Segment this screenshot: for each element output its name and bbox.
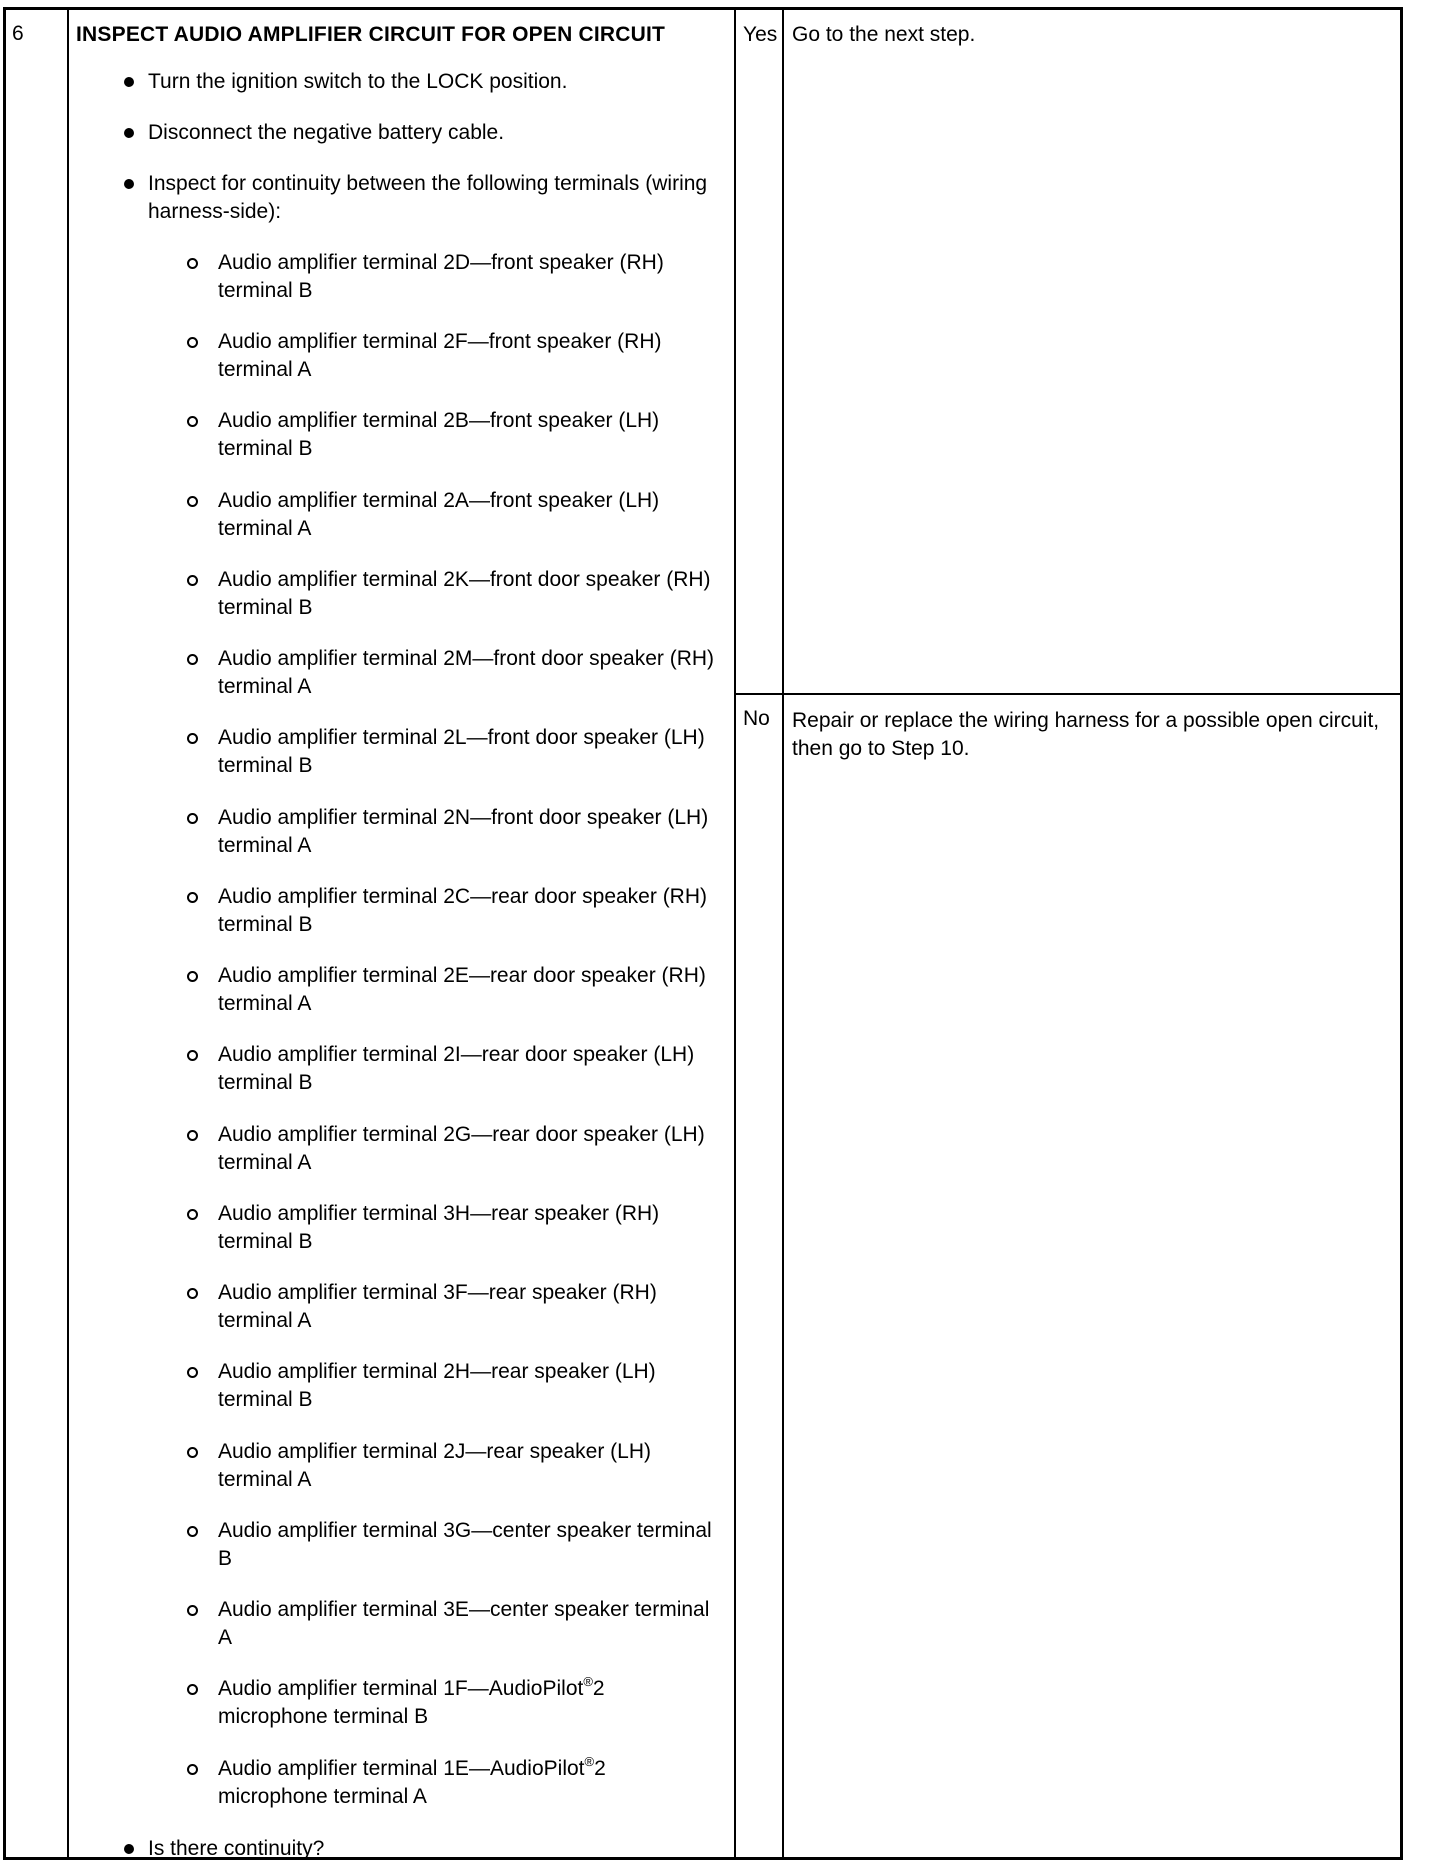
sub-bullet-icon	[187, 813, 198, 824]
terminal-pair: Audio amplifier terminal 2I—rear door speaker (LH) terminal B	[218, 1043, 695, 1094]
sub-bullet-icon	[187, 1367, 198, 1378]
terminal-pair: Audio amplifier terminal 3H—rear speaker (RH) terminal B	[218, 1202, 660, 1253]
terminal-pair: Audio amplifier terminal 2D—front speaker (RH) terminal B	[218, 251, 664, 302]
bullet-icon	[124, 179, 134, 189]
sub-bullet-icon	[187, 1050, 198, 1061]
sub-bullet-icon	[187, 971, 198, 982]
terminal-pair: Audio amplifier terminal 2F—front speaker (RH) terminal A	[218, 330, 662, 381]
no-label: No	[743, 707, 770, 730]
sub-bullet-icon	[187, 1764, 198, 1775]
terminal-pair: Audio amplifier terminal 1E—AudioPilot®2 microphone terminal A	[218, 1754, 606, 1808]
terminal-pair: Audio amplifier terminal 2M—front door speaker (RH) terminal A	[218, 647, 715, 698]
sub-bullet-icon	[187, 496, 198, 507]
registered-mark: ®	[583, 1674, 593, 1689]
sub-bullet-icon	[187, 416, 198, 427]
bullet-icon	[124, 128, 134, 138]
sub-bullet-icon	[187, 1526, 198, 1537]
sub-bullet-icon	[187, 654, 198, 665]
bullet-icon	[124, 1844, 134, 1854]
terminal-pair: Audio amplifier terminal 2J—rear speaker (LH) terminal A	[218, 1440, 651, 1491]
column-divider	[734, 10, 736, 1857]
terminal-pair: Audio amplifier terminal 2A—front speaker (LH) terminal A	[218, 489, 660, 540]
instruction-text: Inspect for continuity between the following terminals (wiring harness-side):	[148, 172, 708, 223]
column-divider	[782, 10, 784, 1857]
column-divider	[67, 10, 69, 1857]
question-text: Is there continuity?	[148, 1837, 325, 1860]
registered-mark: ®	[584, 1754, 595, 1769]
sub-bullet-icon	[187, 733, 198, 744]
terminal-pair: Audio amplifier terminal 2L—front door speaker (LH) terminal B	[218, 726, 705, 777]
row-divider	[734, 693, 1400, 695]
terminal-pair: Audio amplifier terminal 1F—AudioPilot®2 microphone terminal B	[218, 1674, 605, 1728]
procedure-table	[3, 7, 1403, 1860]
step-title: INSPECT AUDIO AMPLIFIER CIRCUIT FOR OPEN CIRCUIT	[76, 23, 666, 46]
sub-bullet-icon	[187, 337, 198, 348]
instruction-text: Disconnect the negative battery cable.	[148, 121, 505, 144]
sub-bullet-icon	[187, 1605, 198, 1616]
sub-bullet-icon	[187, 1130, 198, 1141]
terminal-pair: Audio amplifier terminal 2B—front speaker (LH) terminal B	[218, 409, 660, 460]
terminal-pair: Audio amplifier terminal 2C—rear door speaker (RH) terminal B	[218, 885, 708, 936]
terminal-pair: Audio amplifier terminal 2H—rear speaker (LH) terminal B	[218, 1360, 656, 1411]
terminal-pair: Audio amplifier terminal 2E—rear door speaker (RH) terminal A	[218, 964, 706, 1015]
instruction-text: Turn the ignition switch to the LOCK position.	[148, 70, 568, 93]
no-action: Repair or replace the wiring harness for a possible open circuit, then go to Step 10.	[792, 709, 1380, 760]
sub-bullet-icon	[187, 892, 198, 903]
terminal-pair: Audio amplifier terminal 2N—front door speaker (LH) terminal A	[218, 806, 709, 857]
step-number: 6	[12, 22, 24, 45]
sub-bullet-icon	[187, 1209, 198, 1220]
yes-action: Go to the next step.	[792, 23, 976, 46]
terminal-pair: Audio amplifier terminal 3G—center speaker terminal B	[218, 1519, 712, 1570]
yes-label: Yes	[743, 23, 778, 46]
sub-bullet-icon	[187, 258, 198, 269]
terminal-pair: Audio amplifier terminal 2G—rear door speaker (LH) terminal A	[218, 1123, 705, 1174]
sub-bullet-icon	[187, 1447, 198, 1458]
bullet-icon	[124, 77, 134, 87]
sub-bullet-icon	[187, 1684, 198, 1695]
sub-bullet-icon	[187, 1288, 198, 1299]
terminal-pair: Audio amplifier terminal 2K—front door speaker (RH) terminal B	[218, 568, 711, 619]
sub-bullet-icon	[187, 575, 198, 586]
terminal-pair: Audio amplifier terminal 3E—center speaker terminal A	[218, 1598, 710, 1649]
terminal-pair: Audio amplifier terminal 3F—rear speaker (RH) terminal A	[218, 1281, 657, 1332]
